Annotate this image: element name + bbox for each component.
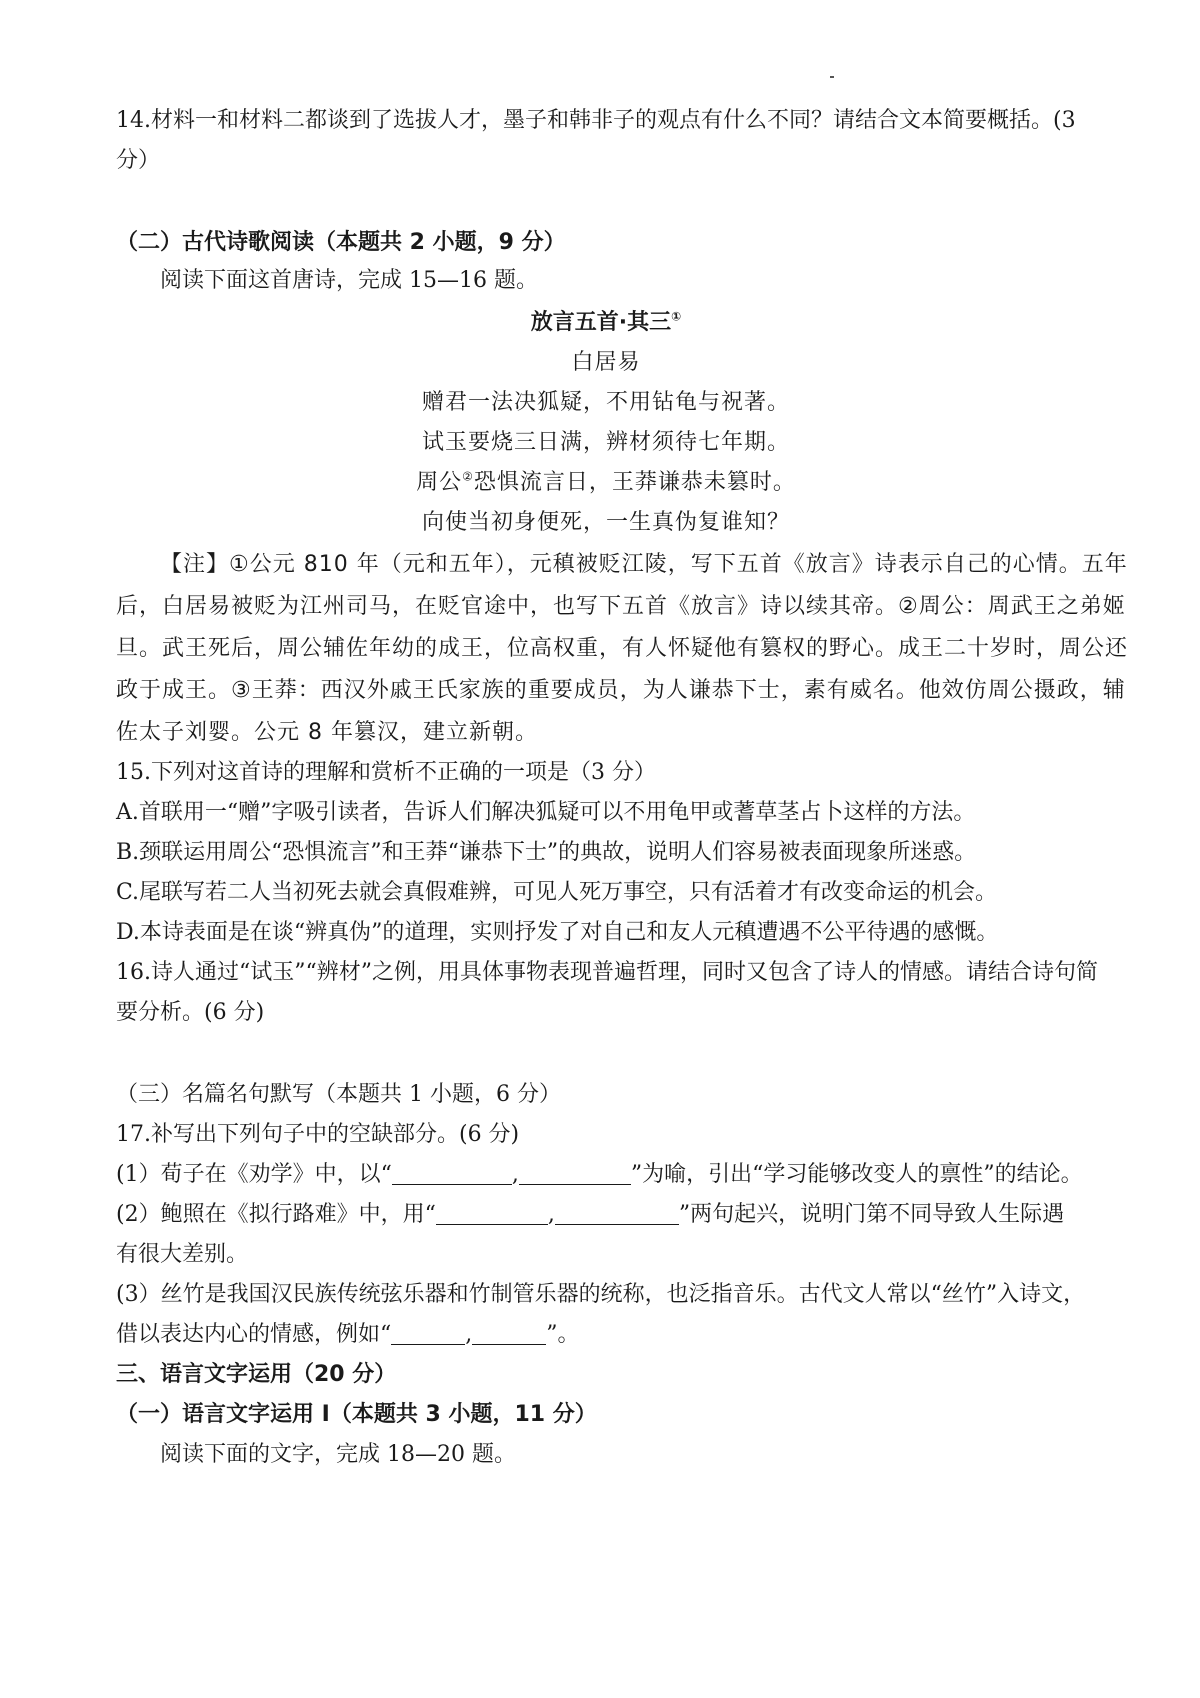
answer-blank-1a[interactable] xyxy=(392,1162,512,1185)
poem-note-line-4: 政于成王。③王莽：西汉外戚王氏家族的重要成员，为人谦恭下士，素有威名。他效仿周公摄政，辅 xyxy=(116,678,1126,703)
section-poetry-heading: （二）古代诗歌阅读（本题共 2 小题，9 分） xyxy=(116,230,566,255)
section-language-heading: 三、语言文字运用（20 分） xyxy=(116,1362,397,1387)
q17-item-1-comma: , xyxy=(511,1162,519,1187)
answer-blank-2a[interactable] xyxy=(436,1202,548,1225)
poem-note-line-3: 旦。武王死后，周公辅佐年幼的成王，位高权重，有人怀疑他有篡权的野心。成王二十岁时，周公还 xyxy=(116,636,1129,661)
poem-note-line-2: 后，白居易被贬为江州司马，在贬官途中，也写下五首《放言》诗以续其帝。②周公：周武王之弟姬 xyxy=(116,594,1126,619)
poem-verse-4: 向使当初身便死，一生真伪复谁知？ xyxy=(421,510,790,535)
q15-option-a: A.首联用一“赠”字吸引读者，告诉人们解决狐疑可以不用龟甲或蓍草茎占卜这样的方法。 xyxy=(116,800,976,825)
section-language-subheading: （一）语言文字运用 I（本题共 3 小题，11 分） xyxy=(116,1402,597,1427)
q14-line-2: 分） xyxy=(116,148,161,173)
q17-item-1-prefix: (1）荀子在《劝学》中，以“ xyxy=(116,1162,392,1187)
q17-item-3-suffix: ”。 xyxy=(546,1322,580,1347)
poetry-intro: 阅读下面这首唐诗，完成 15—16 题。 xyxy=(160,268,538,293)
q17-stem: 17.补写出下列句子中的空缺部分。(6 分) xyxy=(116,1122,520,1147)
answer-blank-1b[interactable] xyxy=(519,1162,631,1185)
q17-item-3-prefix: 借以表达内心的情感，例如“ xyxy=(116,1322,392,1347)
q17-item-2 xyxy=(116,1198,1096,1232)
q17-item-3-line-2 xyxy=(116,1318,1096,1352)
q17-item-3-line-1: (3）丝竹是我国汉民族传统弦乐器和竹制管乐器的统称，也泛指音乐。古代文人常以“丝竹”入诗文， xyxy=(116,1282,1086,1307)
q17-item-3-comma: , xyxy=(465,1322,473,1347)
q16-line-1: 16.诗人通过“试玉”“辨材”之例，用具体事物表现普遍哲理，同时又包含了诗人的情感。请结合诗句简 xyxy=(116,960,1098,985)
q15-option-d: D.本诗表面是在谈“辨真伪”的道理，实则抒发了对自己和友人元稹遭遇不公平待遇的感慨。 xyxy=(116,920,999,945)
poem-verse-2: 试玉要烧三日满，辨材须待七年期。 xyxy=(421,430,790,455)
q15-stem: 15.下列对这首诗的理解和赏析不正确的一项是（3 分） xyxy=(116,760,656,785)
poem-title-note-mark: ① xyxy=(671,309,682,324)
language-intro: 阅读下面的文字，完成 18—20 题。 xyxy=(160,1442,516,1467)
q17-item-2-suffix: ”两句起兴，说明门第不同导致人生际遇 xyxy=(678,1202,1065,1227)
poem-verse-1: 赠君一法决狐疑，不用钻龟与祝著。 xyxy=(421,390,790,415)
poem-note-line-1: 【注】①公元 810 年（元和五年），元稹被贬江陵，写下五首《放言》诗表示自己的心情。五年 xyxy=(160,552,1128,577)
q17-item-2-line-2: 有很大差别。 xyxy=(116,1242,249,1267)
poem-title-text: 放言五首·其三 xyxy=(530,310,672,335)
q15-option-c: C.尾联写若二人当初死去就会真假难辨，可见人死万事空，只有活着才有改变命运的机会。 xyxy=(116,880,998,905)
poem-title xyxy=(116,306,1096,340)
q17-item-1 xyxy=(116,1158,1096,1192)
section-dictation-heading: （三）名篇名句默写（本题共 1 小题，6 分） xyxy=(116,1082,561,1107)
poem-author: 白居易 xyxy=(571,350,641,375)
poem-verse-3 xyxy=(116,466,1096,500)
q16-line-2: 要分析。(6 分) xyxy=(116,1000,265,1025)
scan-mark xyxy=(830,76,834,78)
q17-item-2-prefix: (2）鲍照在《拟行路难》中，用“ xyxy=(116,1202,436,1227)
q17-item-1-suffix: ”为喻，引出“学习能够改变人的禀性”的结论。 xyxy=(630,1162,1083,1187)
poem-verse-3-note-mark: ② xyxy=(462,469,474,484)
q15-option-b: B.颈联运用周公“恐惧流言”和王莽“谦恭下士”的典故，说明人们容易被表面现象所迷惑。 xyxy=(116,840,977,865)
poem-verse-3-a: 周公 xyxy=(416,470,463,495)
poem-verse-3-b: 恐惧流言日，王莽谦恭未篡时。 xyxy=(473,470,796,495)
answer-blank-2b[interactable] xyxy=(555,1202,679,1225)
q14-line-1: 14.材料一和材料二都谈到了选拔人才，墨子和韩非子的观点有什么不同？请结合文本简要概括。(3 xyxy=(116,108,1076,133)
answer-blank-3a[interactable] xyxy=(391,1322,465,1345)
poem-note-line-5: 佐太子刘婴。公元 8 年篡汉，建立新朝。 xyxy=(116,720,538,745)
q17-item-2-comma: , xyxy=(547,1202,555,1227)
answer-blank-3b[interactable] xyxy=(472,1322,546,1345)
